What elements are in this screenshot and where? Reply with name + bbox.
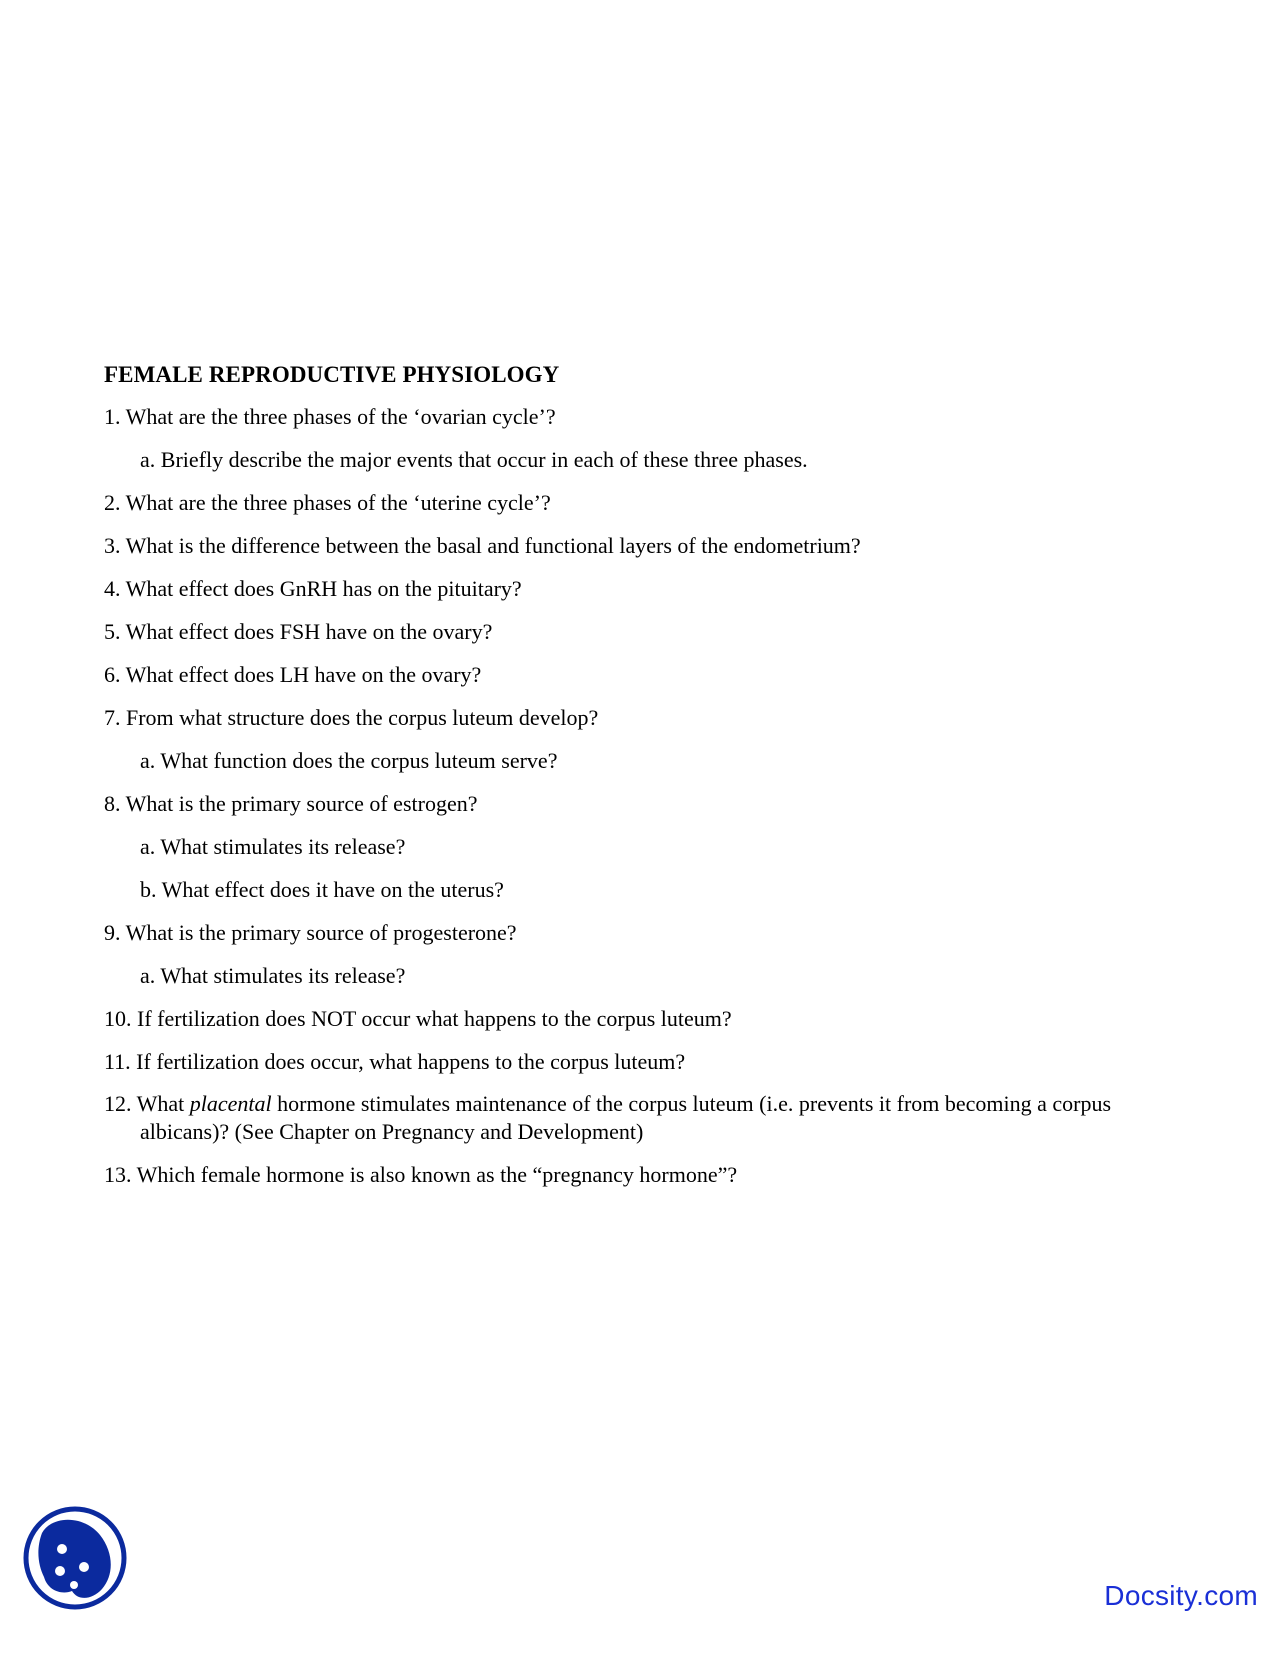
document-body [104, 360, 1184, 1203]
question-12-prefix: 12. What [104, 1091, 190, 1116]
question-1a: a. Briefly describe the major events that occur in each of these three phases. [140, 447, 808, 472]
question-5: 5. What effect does FSH have on the ovary? [104, 619, 493, 644]
question-2: 2. What are the three phases of the ‘uterine cycle’? [104, 490, 551, 515]
question-12-suffix: hormone stimulates maintenance of the corpus luteum (i.e. prevents it from becoming a corpus albicans)? (See Chapter on Pregnancy and Development) [140, 1091, 1112, 1144]
question-7a: a. What function does the corpus luteum serve? [140, 748, 558, 773]
question-7: 7. From what structure does the corpus luteum develop? [104, 705, 599, 730]
question-4: 4. What effect does GnRH has on the pituitary? [104, 576, 522, 601]
question-1: 1. What are the three phases of the ‘ovarian cycle’? [104, 404, 556, 429]
question-10: 10. If fertilization does NOT occur what happens to the corpus luteum? [104, 1006, 732, 1031]
question-12-emphasis: placental [189, 1091, 272, 1116]
question-6: 6. What effect does LH have on the ovary? [104, 662, 482, 687]
docsity-logo-icon [22, 1505, 128, 1611]
question-9a: a. What stimulates its release? [140, 963, 406, 988]
question-8b: b. What effect does it have on the uterus? [140, 877, 504, 902]
docsity-brand-link[interactable]: Docsity.com [1104, 1580, 1258, 1611]
question-8a: a. What stimulates its release? [140, 834, 406, 859]
question-13: 13. Which female hormone is also known as the “pregnancy hormone”? [104, 1162, 738, 1187]
question-9: 9. What is the primary source of progesterone? [104, 920, 517, 945]
question-3: 3. What is the difference between the basal and functional layers of the endometrium? [104, 533, 861, 558]
question-12 [104, 1090, 1200, 1146]
question-8: 8. What is the primary source of estrogen? [104, 791, 478, 816]
question-11: 11. If fertilization does occur, what happens to the corpus luteum? [104, 1049, 686, 1074]
page-title: FEMALE REPRODUCTIVE PHYSIOLOGY [104, 362, 560, 387]
docsity-logo-graphic [22, 1505, 128, 1611]
